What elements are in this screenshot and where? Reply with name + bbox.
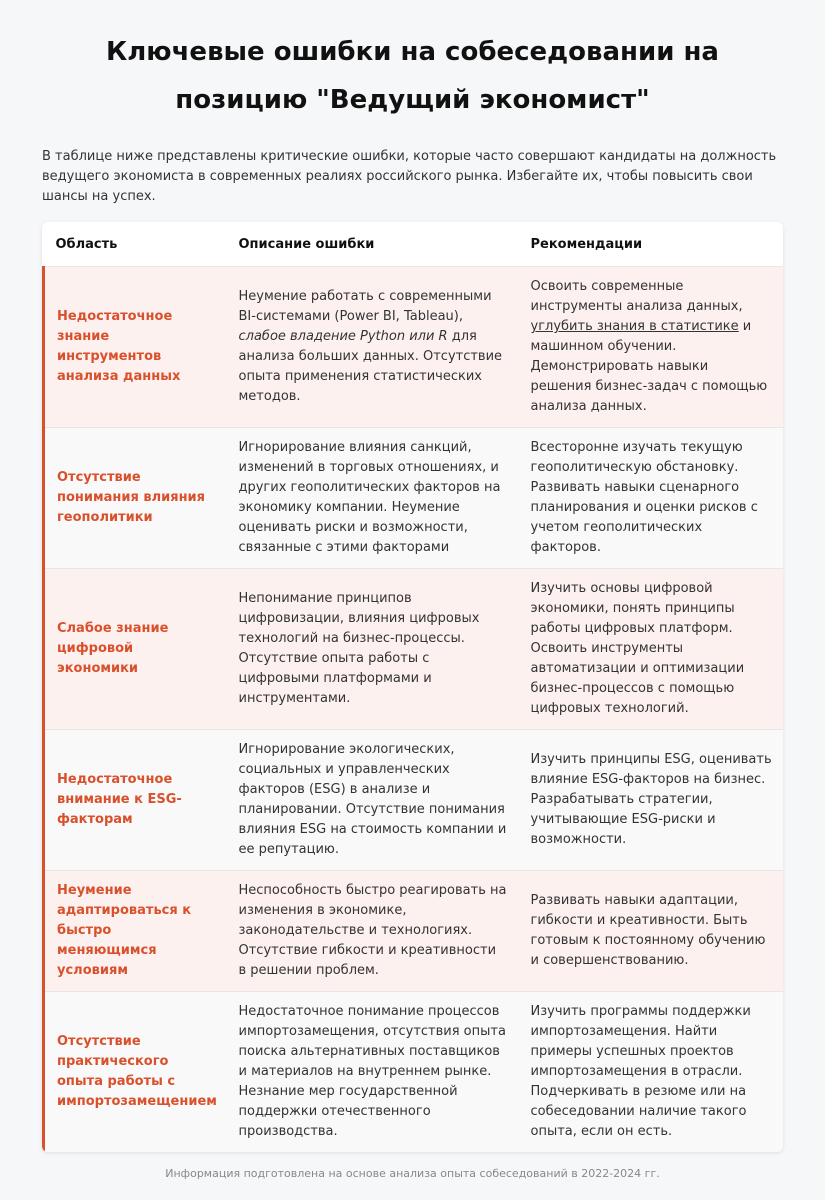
row-recommendation: Изучить программы поддержки импортозамещения. Найти примеры успешных проектов импортозамещения в отрасли. Подчеркивать в резюме или на собеседовании наличие такого опыта, если он есть. [519,992,784,1153]
description-text-end: для анализа больших данных. Отсутствие опыта применения статистических методов. [238,329,503,404]
footer-note: Информация подготовлена на основе анализа опыта собеседований в 2022-2024 гг. [165,1167,660,1180]
mistakes-table [42,222,783,1152]
page-title-line-1: Ключевые ошибки на собеседовании на [106,37,719,67]
row-description: Игнорирование влияния санкций, изменений в торговых отношениях, и других геополитических факторов на экономику компании. Неумение оценивать риски и возможности, связанные с этими факторами [227,428,519,569]
row-description: Неспособность быстро реагировать на изменения в экономике, законодательстве и технологиях. Отсутствие гибкости и креативности в решении проблем. [227,871,519,992]
table-body [44,267,784,1153]
row-recommendation: Развивать навыки адаптации, гибкости и креативности. Быть готовым к постоянному обучению и совершенствованию. [519,871,784,992]
row-recommendation: Изучить принципы ESG, оценивать влияние ESG-факторов на бизнес. Разрабатывать стратегии, учитывающие ESG-риски и возможности. [519,730,784,871]
description-emphasis: слабое владение Python или R [238,329,448,344]
intro-paragraph: В таблице ниже представлены критические ошибки, которые часто совершают кандидаты на должность ведущего экономиста в современных реалиях российского рынка. Избегайте их, чтобы повысить свои шансы на успех. [42,149,777,204]
table-row [44,871,784,992]
description-text: Неумение работать с современными BI-системами (Power BI, Tableau), [238,289,492,324]
row-description [227,267,519,428]
header-recommendations: Рекомендации [519,222,784,267]
row-area: Недостаточное внимание к ESG-факторам [44,730,227,871]
row-recommendation: Изучить основы цифровой экономики, понять принципы работы цифровых платформ. Освоить инструменты автоматизации и оптимизации бизнес-процессов с помощью цифровых технологий. [519,569,784,730]
table-row [44,267,784,428]
recommendation-text: Освоить современные инструменты анализа данных, [530,279,743,314]
table-row [44,730,784,871]
table-header-row [44,222,784,267]
table-header [44,222,784,267]
row-area: Неумение адаптироваться к быстро меняющимся условиям [44,871,227,992]
row-area: Слабое знание цифровой экономики [44,569,227,730]
row-recommendation [519,267,784,428]
row-description: Недостаточное понимание процессов импортозамещения, отсутствия опыта поиска альтернативных поставщиков и материалов на внутреннем рынке. Незнание мер государственной поддержки отечественного производства. [227,992,519,1153]
header-description: Описание ошибки [227,222,519,267]
header-area: Область [44,222,227,267]
row-description: Игнорирование экологических, социальных и управленческих факторов (ESG) в анализе и планировании. Отсутствие понимания влияния ESG на стоимость компании и ее репутацию. [227,730,519,871]
page-title [40,28,785,124]
row-description: Непонимание принципов цифровизации, влияния цифровых технологий на бизнес-процессы. Отсутствие опыта работы с цифровыми платформами и инструментами. [227,569,519,730]
row-recommendation: Всесторонне изучать текущую геополитическую обстановку. Развивать навыки сценарного планирования и оценки рисков с учетом геополитических факторов. [519,428,784,569]
table-row [44,428,784,569]
table-row [44,992,784,1153]
recommendation-underlined: углубить знания в статистике [530,319,739,334]
page-title-line-2: позицию "Ведущий экономист" [175,85,650,115]
mistakes-table-card [42,222,783,1152]
row-area: Недостаточное знание инструментов анализа данных [44,267,227,428]
recommendation-text-end: и машинном обучении. Демонстрировать навыки решения бизнес-задач с помощью анализа данных. [530,319,768,414]
row-area: Отсутствие понимания влияния геополитики [44,428,227,569]
row-area: Отсутствие практического опыта работы с импортозамещением [44,992,227,1153]
table-row [44,569,784,730]
